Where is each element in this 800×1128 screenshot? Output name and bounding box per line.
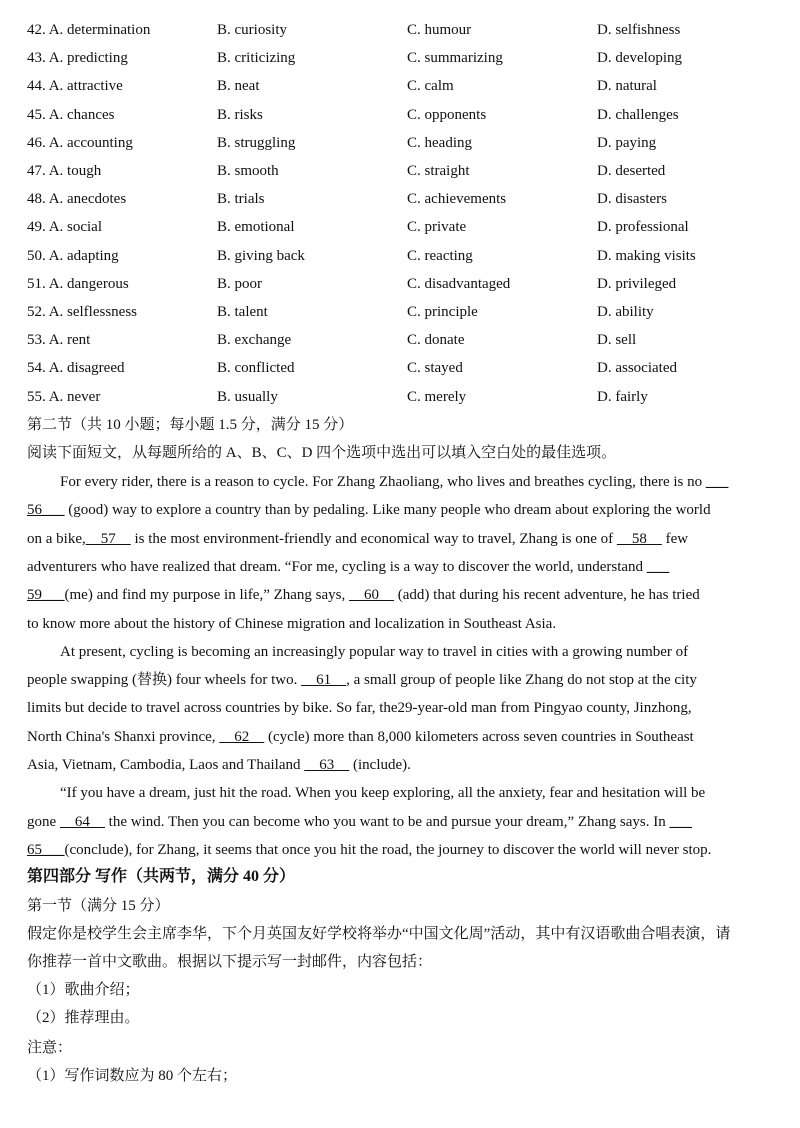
option-text: B. talent	[217, 304, 268, 320]
option-d	[597, 274, 676, 294]
note-item-1: （1）写作词数应为 80 个左右；	[27, 1068, 238, 1084]
passage-line	[27, 670, 697, 690]
option-b	[217, 387, 278, 407]
passage-text: North China's Shanxi province,	[27, 728, 220, 745]
passage-line	[27, 812, 692, 832]
question-number: 46.	[27, 134, 46, 151]
writing-section-1-title: 第一节（满分 15 分）	[27, 898, 170, 914]
option-text: B. usually	[217, 388, 278, 405]
option-text: B. criticizing	[217, 50, 296, 67]
passage-line	[27, 755, 411, 775]
option-text: D. natural	[597, 78, 657, 95]
option-text: C. straight	[407, 163, 470, 179]
option-text: A. dangerous	[48, 275, 129, 292]
option-text: B. exchange	[217, 332, 292, 349]
option-c	[407, 274, 510, 294]
question-number: 49.	[27, 219, 46, 236]
passage-text: At present, cycling is becoming an increasingly popular way to travel in cities with a growing number of	[60, 643, 689, 660]
answer-blank[interactable]: 56___	[27, 502, 65, 519]
question-number: 54.	[27, 360, 46, 377]
passage-line	[60, 642, 688, 662]
option-text: C. merely	[407, 388, 467, 405]
option-b	[217, 330, 291, 350]
question-number: 51.	[27, 275, 46, 292]
option-c	[407, 358, 463, 378]
passage-line	[27, 500, 711, 520]
option-d	[597, 105, 679, 125]
option-text: B. trials	[217, 191, 265, 208]
option-text: C. achievements	[407, 191, 507, 208]
passage-line	[27, 614, 556, 634]
passage-text: (me) and find my purpose in life,” Zhang says,	[64, 587, 350, 604]
section-2-title: 第二节（共 10 小题；每小题 1.5 分，满分 15 分）	[27, 417, 354, 433]
option-text: A. rent	[48, 332, 91, 349]
option-text: D. associated	[597, 360, 677, 377]
option-c	[407, 76, 454, 96]
option-d	[597, 246, 696, 266]
passage-text: the wind. Then you can become who you want to be and pursue your dream,” Zhang says. In	[104, 813, 670, 830]
option-d	[597, 48, 682, 68]
option-text: C. stayed	[407, 360, 463, 377]
option-a	[27, 76, 123, 96]
option-b	[217, 302, 268, 322]
section-2-instruction: 阅读下面短文，从每题所给的 A、B、C、D 四个选项中选出可以填入空白处的最佳选项。	[27, 445, 617, 461]
question-number: 52.	[27, 304, 46, 320]
passage-text: (cycle) more than 8,000 kilometers across seven countries in Southeast	[264, 728, 694, 745]
option-text: B. emotional	[217, 219, 295, 236]
question-number: 44.	[27, 78, 46, 95]
passage-line	[27, 698, 692, 718]
passage-line	[27, 727, 694, 747]
option-text: A. anecdotes	[48, 191, 127, 208]
option-text: C. heading	[407, 134, 472, 151]
option-c	[407, 217, 466, 237]
passage-text: , a small group of people like Zhang do not stop at the city	[346, 672, 697, 689]
option-text: C. opponents	[407, 106, 487, 123]
option-text: A. attractive	[48, 78, 123, 95]
passage-text: “If you have a dream, just hit the road. When you keep exploring, all the anxiety, fear and hesitation will be	[60, 785, 706, 802]
option-b	[217, 189, 265, 209]
option-b	[217, 274, 262, 294]
option-text: D. challenges	[597, 106, 679, 123]
option-c	[407, 330, 465, 350]
option-text: B. conflicted	[217, 360, 295, 377]
answer-blank[interactable]: 59___	[27, 587, 65, 604]
option-b	[217, 76, 260, 96]
option-a	[27, 330, 90, 350]
passage-text: limits but decide to travel across countries by bike. So far, the29-year-old man from Pingyao county, Jinzhong,	[27, 700, 692, 717]
option-c	[407, 189, 506, 209]
option-text: D. paying	[597, 134, 657, 151]
option-b	[217, 20, 287, 40]
option-a	[27, 105, 115, 125]
passage-line	[27, 585, 700, 605]
option-text: C. humour	[407, 22, 472, 38]
passage-text: (include).	[349, 757, 411, 773]
passage-text: Asia, Vietnam, Cambodia, Laos and Thailand	[27, 757, 305, 773]
passage-text: gone	[27, 813, 60, 830]
option-d	[597, 189, 667, 209]
option-text: A. chances	[48, 106, 115, 123]
passage-text: is the most environment-friendly and economical way to travel, Zhang is one of	[130, 530, 617, 547]
option-c	[407, 48, 503, 68]
answer-blank[interactable]: 64	[59, 813, 105, 830]
option-d	[597, 302, 654, 322]
writing-item-2: （2）推荐理由。	[27, 1010, 140, 1026]
question-number: 45.	[27, 106, 46, 123]
option-b	[217, 48, 295, 68]
answer-blank[interactable]: ___	[705, 474, 729, 490]
option-a	[27, 274, 129, 294]
option-a	[27, 217, 102, 237]
option-a	[27, 358, 125, 378]
option-a	[27, 161, 101, 181]
option-text: B. struggling	[217, 134, 296, 151]
option-text: B. curiosity	[217, 22, 287, 38]
option-b	[217, 358, 294, 378]
passage-line	[27, 529, 688, 549]
option-a	[27, 246, 119, 266]
option-a	[27, 48, 128, 68]
option-text: C. donate	[407, 332, 465, 349]
option-text: A. selflessness	[48, 304, 138, 320]
option-text: A. never	[48, 388, 101, 405]
question-number: 42.	[27, 22, 46, 38]
option-b	[217, 246, 305, 266]
option-d	[597, 330, 636, 350]
option-c	[407, 105, 486, 125]
answer-blank[interactable]: 60	[349, 587, 395, 604]
passage-text: (add) that during his recent adventure, he has tried	[394, 587, 700, 604]
option-a	[27, 133, 133, 153]
option-c	[407, 20, 471, 40]
option-text: A. disagreed	[48, 360, 125, 377]
option-b	[217, 133, 295, 153]
answer-blank[interactable]: 63	[304, 757, 350, 773]
option-c	[407, 133, 472, 153]
option-a	[27, 20, 150, 40]
option-text: B. poor	[217, 275, 262, 292]
answer-blank[interactable]: ___	[646, 558, 670, 575]
option-text: C. disadvantaged	[407, 275, 511, 292]
option-b	[217, 161, 279, 181]
option-text: B. smooth	[217, 163, 279, 179]
option-d	[597, 387, 648, 407]
question-number: 43.	[27, 50, 46, 67]
option-text: D. disasters	[597, 191, 667, 208]
part-4-title: 第四部分 写作（共两节，满分 40 分）	[27, 868, 296, 885]
question-number: 50.	[27, 247, 46, 264]
option-text: D. fairly	[597, 388, 648, 405]
note-label: 注意：	[27, 1040, 73, 1056]
passage-text: (conclude), for Zhang, it seems that once you hit the road, the journey to discover the world will never stop.	[64, 841, 712, 858]
option-text: B. risks	[217, 106, 263, 123]
option-b	[217, 105, 263, 125]
option-text: A. social	[48, 219, 103, 236]
option-text: D. professional	[597, 219, 689, 236]
option-text: B. neat	[217, 78, 260, 95]
passage-line	[60, 472, 728, 492]
option-a	[27, 189, 126, 209]
option-c	[407, 161, 470, 181]
answer-blank[interactable]: 62	[219, 728, 265, 745]
answer-blank[interactable]: 57	[85, 530, 131, 547]
passage-line	[27, 557, 669, 577]
option-d	[597, 76, 657, 96]
option-d	[597, 20, 680, 40]
option-text: A. tough	[48, 163, 102, 179]
passage-text: For every rider, there is a reason to cycle. For Zhang Zhaoliang, who lives and breathes cycling, there is no	[60, 474, 706, 490]
option-d	[597, 161, 665, 181]
option-text: A. accounting	[48, 134, 133, 151]
option-d	[597, 217, 689, 237]
passage-text: adventurers who have realized that dream. “For me, cycling is a way to discover the world, understand	[27, 558, 647, 575]
option-text: C. reacting	[407, 247, 473, 264]
passage-text: (good) way to explore a country than by pedaling. Like many people who dream about exploring the world	[64, 502, 711, 519]
answer-blank[interactable]: ___	[669, 813, 692, 830]
option-b	[217, 217, 295, 237]
option-a	[27, 302, 137, 322]
option-text: D. developing	[597, 50, 682, 67]
passage-text: people swapping (替换) four wheels for two.	[27, 672, 302, 689]
answer-blank[interactable]: 65___	[27, 841, 65, 858]
option-text: D. making visits	[597, 247, 696, 264]
option-d	[597, 133, 656, 153]
option-text: D. privileged	[597, 275, 677, 292]
option-text: C. summarizing	[407, 50, 503, 67]
option-text: A. adapting	[48, 247, 119, 264]
answer-blank[interactable]: 61	[301, 672, 347, 689]
passage-text: on a bike,	[27, 530, 86, 547]
passage-text: few	[661, 530, 689, 547]
option-text: D. deserted	[597, 163, 666, 179]
passage-line	[27, 840, 711, 860]
question-number: 55.	[27, 388, 46, 405]
answer-blank[interactable]: 58	[616, 530, 662, 547]
option-text: C. private	[407, 219, 467, 236]
passage-line	[60, 783, 705, 803]
question-number: 48.	[27, 191, 46, 208]
option-c	[407, 302, 478, 322]
option-text: D. sell	[597, 332, 637, 349]
question-number: 47.	[27, 163, 46, 179]
option-c	[407, 246, 473, 266]
option-text: B. giving back	[217, 247, 305, 264]
option-text: C. principle	[407, 304, 478, 320]
question-number: 53.	[27, 332, 46, 349]
option-d	[597, 358, 677, 378]
option-text: D. selfishness	[597, 22, 681, 38]
writing-prompt-line-1: 假定你是校学生会主席李华，下个月英国友好学校将举办“中国文化周”活动，其中有汉语歌曲合唱表演，请	[27, 926, 731, 942]
option-text: A. predicting	[48, 50, 128, 67]
option-text: D. ability	[597, 304, 654, 320]
option-text: C. calm	[407, 78, 454, 95]
passage-text: to know more about the history of Chinese migration and localization in Southeast Asia.	[27, 615, 557, 632]
writing-item-1: （1）歌曲介绍；	[27, 982, 140, 998]
option-a	[27, 387, 100, 407]
option-text: A. determination	[48, 22, 151, 38]
writing-prompt-line-2: 你推荐一首中文歌曲。根据以下提示写一封邮件，内容包括：	[27, 954, 433, 970]
option-c	[407, 387, 466, 407]
